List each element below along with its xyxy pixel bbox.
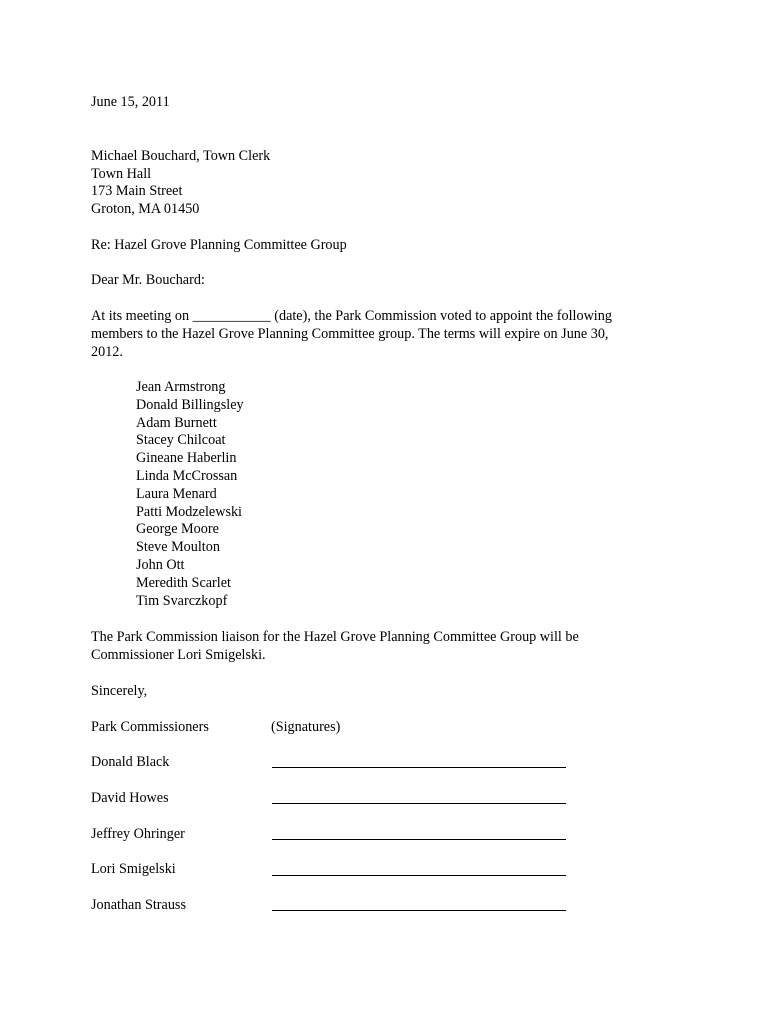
signature-line [272, 767, 566, 768]
member-list [136, 379, 244, 610]
list-item: Adam Burnett [136, 414, 217, 431]
recipient-street: 173 Main Street [91, 183, 183, 199]
recipient-city: Groton, MA 01450 [91, 201, 200, 217]
list-item: Jean Armstrong [136, 379, 226, 395]
signature-header-right: (Signatures) [271, 719, 341, 735]
signature-line [272, 910, 566, 911]
commissioner-name: Lori Smigelski [91, 861, 176, 877]
list-item: Patti Modzelewski [136, 503, 242, 520]
body-paragraph-2-line-2: Commissioner Lori Smigelski. [91, 647, 266, 663]
list-item: Gineane Haberlin [136, 450, 237, 467]
list-item: Steve Moulton [136, 539, 220, 556]
signature-header-left: Park Commissioners [91, 719, 209, 735]
commissioner-name: Jeffrey Ohringer [91, 826, 185, 842]
signature-line [272, 839, 566, 840]
subject-line: Re: Hazel Grove Planning Committee Group [91, 237, 347, 253]
body-paragraph-2-line-1: The Park Commission liaison for the Hazel Grove Planning Committee Group will be [91, 629, 579, 645]
recipient-name: Michael Bouchard, Town Clerk [91, 148, 271, 164]
list-item: Tim Svarczkopf [136, 592, 228, 609]
signature-line [272, 875, 566, 876]
salutation: Dear Mr. Bouchard: [91, 272, 205, 288]
commissioner-name: Donald Black [91, 754, 170, 770]
list-item: Linda McCrossan [136, 467, 238, 484]
letter-date: June 15, 2011 [91, 94, 170, 110]
body-paragraph-1-line-1: At its meeting on ___________ (date), the Park Commission voted to appoint the following [91, 308, 612, 324]
commissioner-name: Jonathan Strauss [91, 897, 186, 913]
list-item: Meredith Scarlet [136, 574, 231, 591]
list-item: Donald Billingsley [136, 396, 244, 413]
recipient-office: Town Hall [91, 166, 152, 182]
body-paragraph-1-line-3: 2012. [91, 344, 123, 360]
signature-line [272, 803, 566, 804]
commissioner-name: David Howes [91, 790, 169, 806]
list-item: Stacey Chilcoat [136, 432, 226, 449]
body-paragraph-1-line-2: members to the Hazel Grove Planning Committee group. The terms will expire on June 30, [91, 326, 609, 342]
list-item: Laura Menard [136, 485, 217, 502]
list-item: John Ott [136, 556, 185, 573]
closing: Sincerely, [91, 683, 148, 699]
list-item: George Moore [136, 521, 219, 538]
